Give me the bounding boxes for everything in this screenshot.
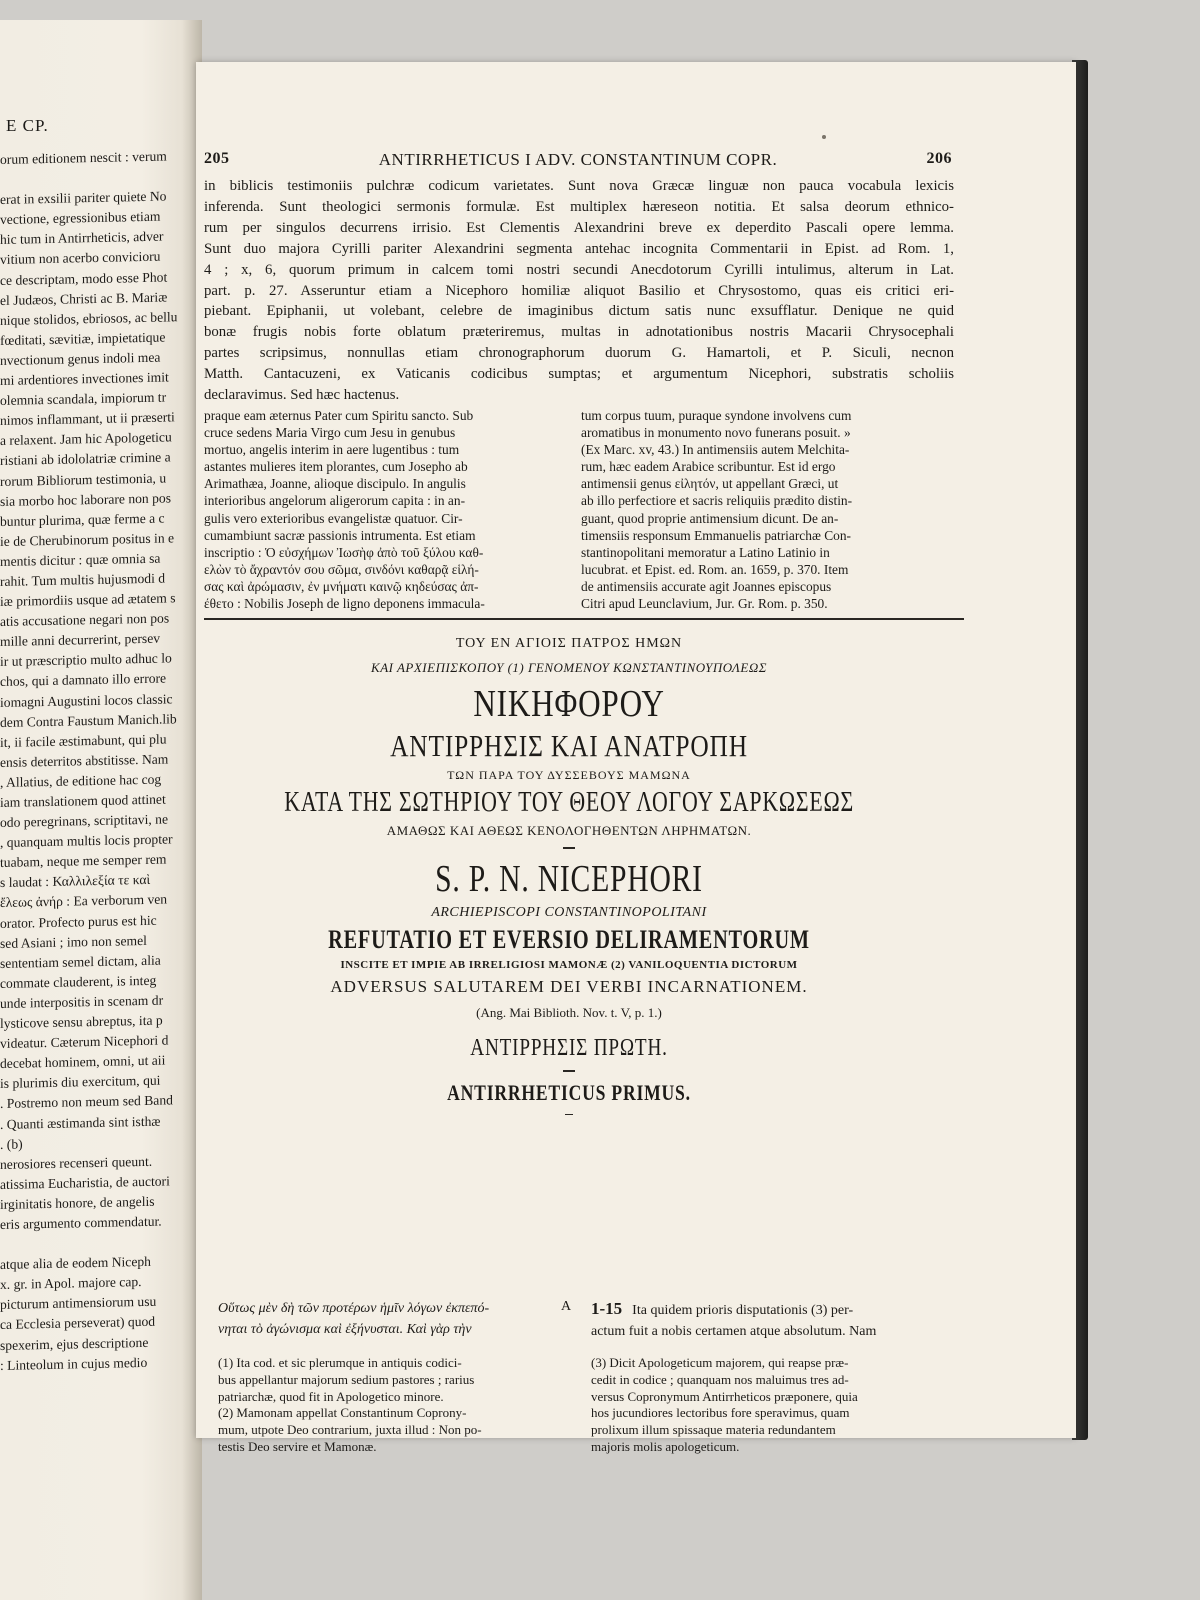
left-page-line: orum editionem nescit : verum (0, 148, 167, 167)
left-page-line: picturum antimensiorum usu (0, 1294, 157, 1313)
left-page-line: x. gr. in Apol. majore cap. (0, 1274, 142, 1293)
left-page-line: vectione, egressionibus etiam (0, 208, 161, 228)
left-page-line: , Allatius, de editione hac cog (0, 771, 162, 790)
footnote-line: majoris molis apologeticum. (591, 1438, 740, 1454)
left-page-line: unde interpositis in scenam dr (0, 992, 164, 1011)
left-page-line: videatur. Cæterum Nicephori d (0, 1032, 169, 1052)
title-antirrhesis: ΑΝΤΙΡΡΗΣΙΣ ΚΑΙ ΑΝΑΤΡΟΠΗ (390, 728, 748, 763)
left-page-line: vitium non acerbo convicioru (0, 249, 161, 268)
note-line: de antimensiis accurate agit Joannes episcopus (581, 578, 832, 594)
left-page-line: nvectionum genus indoli mea (0, 349, 161, 368)
intro-line: inferenda. Sunt theologici sermonis formulæ. Est multiplex hæreseon notitia. Et salsa deorum ethnico- (204, 198, 954, 215)
left-page-line: erat in exsilii pariter quiete No (0, 188, 167, 208)
footnote-line: prolixum illum spissaque materia redundantem (591, 1422, 836, 1438)
footnote-line: bus appellantur majorum sedium pastores ; rarius (218, 1371, 475, 1387)
note-line: inscriptio : Ὁ εὐσχήμων Ἰωσὴφ ἀπὸ τοῦ ξύλου καθ- (204, 544, 484, 560)
left-page-line: a relaxent. Jam hic Apologeticu (0, 429, 172, 449)
left-page-line: nique stolidos, ebriosos, ac bellu (0, 309, 178, 328)
left-page-header: E CP. (6, 116, 49, 135)
title-line-11: INSCITE ET IMPIE AB IRRELIGIOSI MAMONÆ (2) VANILOQUENTIA DICTORUM (340, 959, 798, 971)
left-page-text (0, 150, 202, 1376)
column-marker: A (561, 1299, 572, 1314)
title-block (204, 632, 934, 1123)
title-dash (563, 847, 575, 849)
note-line: mortuo, angelis interim in aere lugentibus : tum (204, 442, 460, 458)
paper-speck (822, 135, 826, 139)
left-page-line: mi ardentiores invectiones imit (0, 369, 169, 389)
left-page-line: sed Asiani ; imo non semel (0, 932, 147, 951)
intro-line: in biblicis testimoniis pulchræ codicum varietates. Sunt nova Græcæ linguæ non pauca vocabula lexicis (204, 178, 954, 194)
intro-line: partes scripsimus, nonnullas etiam chronographorum duorum G. Hamartoli, et P. Siculi, necnon (204, 345, 954, 362)
left-page-line: atque alia de eodem Niceph (0, 1253, 151, 1273)
note-line: interioribus angelorum aligerorum capita : in an- (204, 493, 466, 509)
left-page (0, 20, 202, 1600)
footnote-line: (1) Ita cod. et sic plerumque in antiquis codici- (218, 1355, 462, 1370)
footnote-line: testis Deo servire et Mamonæ. (218, 1438, 377, 1454)
note-line: guant, quod proprie antimensium dicunt. De an- (581, 510, 839, 526)
left-page-line: , quanquam multis locis propter (0, 831, 173, 851)
left-page-line: ir ut præscriptio multo adhuc lo (0, 650, 172, 670)
footnote-line: mum, utpote Deo contrarium, juxta illud : Non po- (218, 1422, 482, 1438)
note-line: Citri apud Leunclavium, Jur. Gr. Rom. p. 350. (581, 596, 828, 612)
footnote-line: (3) Dicit Apologeticum majorem, qui reapse præ- (591, 1355, 849, 1370)
note-line: timensiis responsum Emmanuelis patriarchæ Con- (581, 527, 852, 543)
intro-line: Matth. Cantacuzeni, ex Vaticanis codicibus sumptas; et argumentum Nicephori, substratis scholiis (204, 366, 954, 383)
footnote-line: versus Copronymum Antirrheticos præponere, quia (591, 1388, 858, 1404)
note-line: cruce sedens Maria Virgo cum Jesu in genubus (204, 425, 456, 441)
left-page-line: hic tum in Antirrheticis, adver (0, 228, 164, 248)
note-line: gulis vero exterioribus evangelistæ quatuor. Cir- (204, 510, 463, 526)
note-line: ab illo perfectiore et sacris reliquiis prædito distin- (581, 493, 853, 509)
left-page-line: atis accusatione negari non pos (0, 610, 170, 630)
left-page-line: . (b) (0, 1136, 23, 1152)
left-page-line: atissima Eucharistia, de auctori (0, 1173, 170, 1192)
footnotes-left (218, 1355, 568, 1456)
footnote-line: hos jucundiores lectoribus fore speravimus, quam (591, 1405, 850, 1421)
left-page-line: odo peregrinans, scriptitavi, ne (0, 811, 168, 831)
left-page-line: iomagni Augustini locos classic (0, 690, 173, 710)
right-page (196, 62, 1076, 1454)
title-source: (Ang. Mai Biblioth. Nov. t. V, p. 1.) (476, 1005, 662, 1020)
title-latin-main: S. P. N. NICEPHORI (435, 858, 703, 900)
left-page-line: . Postremo non meum sed Band (0, 1092, 173, 1112)
note-line: έθετο : Nobilis Joseph de ligno deponens immacula- (204, 596, 485, 612)
left-page-line: lysticove sensu abreptus, ita p (0, 1012, 163, 1032)
left-page-line: chos, qui a damnato illo errore (0, 670, 167, 690)
opening-greek-line: νηται τὸ ἀγώνισμα καὶ ἐξήνυσται. Καὶ γὰρ τὴν (218, 1322, 472, 1337)
title-line-1: ΤΟΥ ΕΝ ΑΓΙΟΙΣ ΠΑΤΡΟΣ ΗΜΩΝ (455, 636, 683, 651)
intro-line: part. p. 27. Asseruntur etiam a Nicephoro homiliæ aliquot Basilio et Chrysostomo, quas eis critici eri- (204, 282, 954, 299)
note-column-right (581, 407, 941, 612)
note-line: lucubrat. et Epist. ed. Rom. an. 1659, p. 370. Item (581, 561, 849, 577)
note-line: astantes mulieres item plorantes, cum Josepho ab (204, 459, 468, 475)
left-page-line: is plurimis diu exercitum, qui (0, 1072, 161, 1092)
note-line: cumambiunt sacræ passionis intrumenta. Est etiam (204, 527, 476, 543)
opening-greek (218, 1298, 548, 1340)
intro-line: bonæ frugis nobis forte oblatum præteriremus, multas in adnotationibus nostris Macarii Chrysocephali (204, 324, 954, 341)
opening-latin-line: actum fuit a nobis certamen atque absolutum. Nam (591, 1324, 877, 1339)
left-page-line: spexerim, ejus descriptione (0, 1334, 149, 1353)
left-page-line: : Linteolum in cujus medio (0, 1354, 148, 1373)
title-latin-first: ANTIRRHETICUS PRIMUS. (447, 1080, 691, 1105)
left-page-line: irginitatis honore, de angelis (0, 1193, 155, 1212)
page-number-right: 206 (926, 150, 952, 167)
left-page-line: buntur plurima, quæ ferme a c (0, 510, 165, 529)
opening-greek-line: Οὕτως μὲν δὴ τῶν προτέρων ἡμῖν λόγων ἐκπεπό- (218, 1301, 490, 1316)
left-page-line: rorum Bibliorum testimonia, u (0, 470, 167, 489)
running-title: ANTIRRHETICUS I ADV. CONSTANTINUM COPR. (378, 150, 778, 169)
left-page-line: mentis dicitur : quæ omnia sa (0, 550, 161, 569)
left-page-line: iæ primordiis usque ad ætatem s (0, 590, 176, 610)
note-line: stantinopolitani memoratur a Latino Latinio in (581, 544, 830, 560)
note-line: rum, hæc eadem Arabice scribuntur. Est id ergo (581, 459, 836, 475)
left-page-line: el Judæos, Christi ac B. Mariæ (0, 289, 168, 308)
note-line: aromatibus in monumento novo funerans posuit. » (581, 425, 851, 441)
opening-latin (591, 1298, 951, 1342)
intro-line: rum per singulos decurrens irrisio. Est Clementis Alexandrini breve ex deperdito Pascali opere lemma. (204, 219, 954, 236)
note-line: (Ex Marc. xv, 43.) In antimensiis autem Melchita- (581, 442, 850, 458)
page-number-left: 205 (204, 150, 230, 167)
intro-line: Sunt duo majora Cyrilli pariter Alexandrini segmenta antehac incognita Commentarii in Epist. ad Rom. 1, (204, 240, 954, 257)
left-page-line: fœditati, sævitiæ, impietatique (0, 329, 166, 348)
title-refutatio: REFUTATIO ET EVERSIO DELIRAMENTORUM (328, 925, 810, 954)
left-page-line: commate clauderent, is integ (0, 972, 157, 991)
footnote-line: (2) Mamonam appellat Constantinum Coprony- (218, 1405, 467, 1421)
section-rule (204, 618, 964, 620)
left-page-line: decebat hominem, omni, ut aii (0, 1052, 166, 1072)
left-page-line: olemnia scandala, impiorum tr (0, 389, 167, 409)
footnotes-right (591, 1355, 941, 1456)
footnote-line: patriarchæ, quod fit in Apologetico minore. (218, 1388, 444, 1404)
left-page-line: ce descriptam, modo esse Phot (0, 269, 168, 288)
note-line: antimensii genus εἰλητόν, ut appellant Græci, ut (581, 476, 839, 492)
left-page-line: sententiam semel dictam, alia (0, 952, 161, 971)
left-page-line: nerosiores recenseri queunt. (0, 1153, 153, 1172)
left-page-line: sia morbo hoc laborare non pos (0, 490, 172, 509)
opening-latin-line: Ita quidem prioris disputationis (3) per- (632, 1303, 854, 1318)
left-page-line: tuabam, neque me semper rem (0, 851, 167, 871)
section-number: 1-15 (591, 1299, 623, 1318)
left-page-line: ca Ecclesia perseverat) quod (0, 1314, 156, 1333)
left-page-line: dem Contra Faustum Manich.lib (0, 710, 177, 730)
left-page-line: orator. Profecto purus est hic (0, 912, 157, 931)
left-page-line: eris argumento commendatur. (0, 1213, 162, 1232)
intro-paragraph (204, 176, 954, 406)
title-line-2: ΚΑΙ ΑΡΧΙΕΠΙΣΚΟΠΟΥ (1) ΓΕΝΟΜΕΝΟΥ ΚΩΝΣΤΑΝΤΙΝΟΥΠΟΛΕΩΣ (371, 660, 767, 675)
left-page-line: mille anni decurrerint, persev (0, 630, 161, 650)
title-dash-3 (565, 1114, 573, 1115)
title-line-12: ADVERSUS SALUTAREM DEI VERBI INCARNATIONEM. (330, 977, 808, 996)
title-nikephorou: ΝΙΚΗΦΟΡΟΥ (473, 683, 665, 725)
title-line-7: ΑΜΑΘΩΣ ΚΑΙ ΑΘΕΩΣ ΚΕΝΟΛΟΓΗΘΕΝΤΩΝ ΛΗΡΗΜΑΤΩΝ. (386, 823, 752, 838)
note-line: σας καὶ ἀρώμασιν, ἐν μνήματι καινῷ κηδεύσας ἀπ- (204, 578, 479, 594)
left-page-line: ie de Cherubinorum positus in e (0, 530, 175, 549)
title-line-6: ΚΑΤΑ ΤΗΣ ΣΩΤΗΡΙΟΥ ΤΟΥ ΘΕΟΥ ΛΟΓΟΥ ΣΑΡΚΩΣΕΩΣ (284, 787, 855, 818)
title-line-9: ARCHIEPISCOPI CONSTANTINOPOLITANI (431, 905, 707, 920)
intro-line: 4 ; x, 6, quorum primum in calcem tomi nostri secundi Anecdotorum Cyrilli intulimus, alterum in Lat. (204, 261, 954, 278)
running-head (204, 150, 952, 174)
note-column-left (204, 407, 564, 612)
footnote-line: cedit in codice ; quanquam nos maluimus tres ad- (591, 1371, 849, 1387)
left-page-line: rahit. Tum multis hujusmodi d (0, 570, 166, 589)
left-page-line: s laudat : Καλλιλεξία τε καὶ (0, 872, 151, 891)
title-dash-2 (563, 1070, 575, 1072)
note-line: Arimathæa, Joanne, alioque discipulo. In angulis (204, 476, 466, 492)
intro-line: piebant. Epiphanii, ut volebant, celebre de imaginibus dictum satis nunc exsufflatur. Denique ne quid (204, 303, 954, 320)
left-page-line: ensis deterritos abstitisse. Nam (0, 751, 169, 770)
left-page-line: nimos inflammant, ut ii præserti (0, 409, 175, 429)
left-page-line: it, ii facile æstimabunt, qui plu (0, 731, 167, 750)
left-page-line: . Quanti æstimanda sint isthæ (0, 1113, 161, 1132)
left-page-line: ἔλεως ἀνήρ : Ea verborum ven (0, 891, 168, 911)
intro-line: declaravimus. Sed hæc hactenus. (204, 387, 400, 404)
note-line: praque eam æternus Pater cum Spiritu sancto. Sub (204, 408, 474, 423)
note-line: tum corpus tuum, puraque syndone involvens cum (581, 408, 852, 423)
title-line-5: ΤΩΝ ΠΑΡΑ ΤΟΥ ΔΥΣΣΕΒΟΥΣ ΜΑΜΩΝΑ (447, 768, 691, 782)
left-page-line: iam translationem quod attinet (0, 791, 166, 810)
title-greek-first: ΑΝΤΙΡΡΗΣΙΣ ΠΡΩΤΗ. (470, 1035, 668, 1061)
left-page-line: ristiani ab idololatriæ crimine a (0, 449, 171, 469)
note-line: ελὼν τὸ ἄχραντόν σου σῶμα, σινδόνι καθαρᾷ εἱλή- (204, 561, 479, 577)
